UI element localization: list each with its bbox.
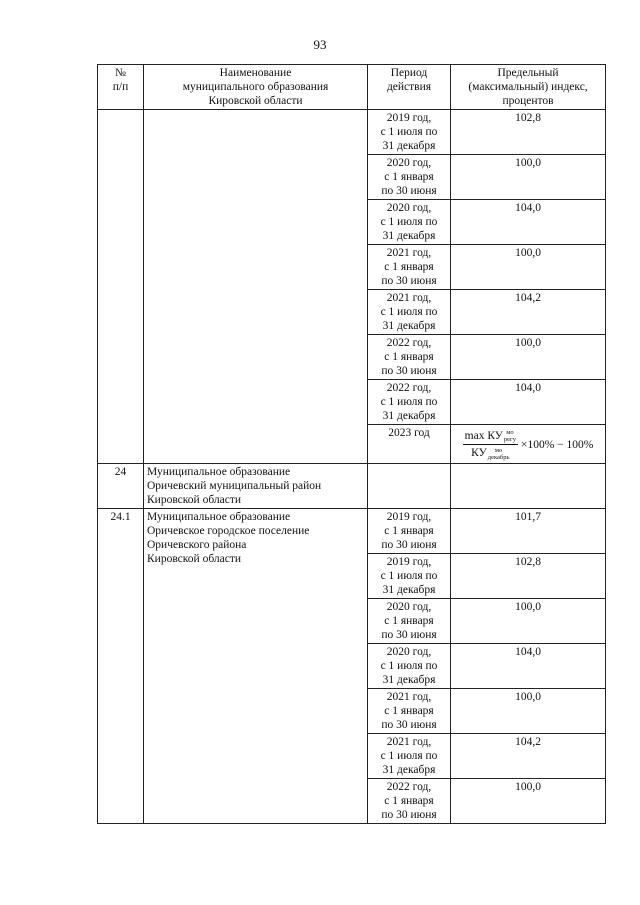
row-number-cell: 24 xyxy=(98,463,144,508)
table-row xyxy=(98,110,606,155)
period-line: с 1 июля по xyxy=(380,396,438,408)
period-cell xyxy=(368,463,451,508)
municipality-name-line: Муниципальное образование xyxy=(147,465,291,478)
period-line: с 1 января xyxy=(384,261,434,273)
row-number-cell xyxy=(98,110,144,464)
formula-num-sub: регу xyxy=(503,436,516,444)
formula-num-scripts xyxy=(504,429,516,443)
period-line: 2020 год, xyxy=(386,600,432,613)
period-line: по 30 июня xyxy=(381,365,437,377)
period-line: 2020 год, xyxy=(386,202,432,214)
index-value-cell: 100,0 xyxy=(451,598,606,643)
period-cell xyxy=(368,553,451,598)
index-value-cell: 102,8 xyxy=(451,110,606,155)
period-line: с 1 января xyxy=(384,524,434,537)
index-value-cell: 102,8 xyxy=(451,553,606,598)
period-line: по 30 июня xyxy=(381,538,437,551)
period-cell xyxy=(368,335,451,380)
period-cell xyxy=(368,110,451,155)
municipality-name-line: Оричевский муниципальный район xyxy=(147,479,322,492)
period-line: 2021 год, xyxy=(386,735,432,748)
period-line: с 1 июля по xyxy=(380,126,438,138)
period-cell xyxy=(368,598,451,643)
index-value-cell: 100,0 xyxy=(451,335,606,380)
index-value-cell: 101,7 xyxy=(451,508,606,553)
tariff-index-table xyxy=(97,64,606,824)
period-line: 2021 год, xyxy=(386,247,432,259)
index-value-cell: 104,2 xyxy=(451,290,606,335)
period-cell xyxy=(368,155,451,200)
index-value-cell: 104,2 xyxy=(451,733,606,778)
municipality-name-line: Оричевское городское поселение xyxy=(147,524,310,537)
index-value-cell: 100,0 xyxy=(451,245,606,290)
formula-fraction xyxy=(463,428,518,462)
period-line: 2020 год, xyxy=(386,645,432,658)
period-line: с 1 января xyxy=(384,794,434,807)
period-line: 2022 год, xyxy=(386,382,432,394)
index-value-cell: 100,0 xyxy=(451,778,606,823)
period-line: 2019 год, xyxy=(386,112,432,124)
municipality-name-line: Оричевского района xyxy=(147,538,247,551)
period-line: с 1 июля по xyxy=(380,569,438,582)
municipality-name-cell xyxy=(144,508,368,823)
period-line: 2019 год, xyxy=(386,510,432,523)
formula-num-main: max КУ xyxy=(464,430,503,442)
index-value-cell: 104,0 xyxy=(451,200,606,245)
index-value-cell: 104,0 xyxy=(451,643,606,688)
municipality-name-line: Муниципальное образование xyxy=(147,510,291,523)
period-line: по 30 июня xyxy=(381,808,437,821)
period-line: с 1 июля по xyxy=(380,306,438,318)
index-value-cell: 100,0 xyxy=(451,155,606,200)
period-cell xyxy=(368,688,451,733)
municipality-name-line: Кировской области xyxy=(147,493,242,506)
formula-tail: ×100% − 100% xyxy=(520,438,594,451)
period-line: с 1 января xyxy=(384,704,434,717)
period-line: 2019 год, xyxy=(386,555,432,568)
header-number: № п/п xyxy=(98,65,144,110)
page-number: 93 xyxy=(313,37,327,52)
formula-denominator xyxy=(469,445,511,461)
period-line: по 30 июня xyxy=(381,718,437,731)
period-line: с 1 июля по xyxy=(380,659,438,672)
index-value-cell xyxy=(451,463,606,508)
formula-den-sub: декабрь xyxy=(487,453,510,461)
period-line: 2020 год, xyxy=(386,157,432,169)
period-line: с 1 июля по xyxy=(380,749,438,762)
formula-den-sup: мо xyxy=(494,446,503,454)
row-number-cell: 24.1 xyxy=(98,508,144,823)
period-line: по 30 июня xyxy=(381,628,437,641)
period-line: с 1 июля по xyxy=(380,216,438,228)
period-cell xyxy=(368,380,451,425)
period-line: 31 декабря xyxy=(382,320,436,332)
table-header-row xyxy=(98,65,606,110)
period-line: 2021 год, xyxy=(386,690,432,703)
period-line: 31 декабря xyxy=(382,583,436,596)
period-line: 2022 год, xyxy=(386,780,432,793)
header-index: Предельный (максимальный) индекс, процентов xyxy=(451,65,606,110)
period-line: по 30 июня xyxy=(381,275,437,287)
period-cell xyxy=(368,733,451,778)
formula-num-sup: мо xyxy=(506,429,514,437)
municipality-name-cell xyxy=(144,110,368,464)
period-line: 2023 год xyxy=(388,427,430,439)
table-row xyxy=(98,463,606,508)
header-period: Период действия xyxy=(368,65,451,110)
formula-numerator xyxy=(463,428,518,445)
period-line: с 1 января xyxy=(384,614,434,627)
period-line: 2022 год, xyxy=(386,337,432,349)
period-line: с 1 января xyxy=(384,351,434,363)
header-name: Наименование муниципального образования Кировской области xyxy=(144,65,368,110)
index-value-cell: 104,0 xyxy=(451,380,606,425)
period-cell xyxy=(368,425,451,464)
period-cell xyxy=(368,200,451,245)
period-cell xyxy=(368,245,451,290)
period-cell xyxy=(368,508,451,553)
period-line: 31 декабря xyxy=(382,763,436,776)
period-line: 31 декабря xyxy=(382,140,436,152)
index-formula-cell xyxy=(451,425,606,464)
formula-den-scripts xyxy=(488,447,510,461)
index-formula xyxy=(463,428,594,462)
period-cell xyxy=(368,290,451,335)
period-line: 31 декабря xyxy=(382,410,436,422)
formula-den-main: КУ xyxy=(471,447,487,460)
period-cell xyxy=(368,778,451,823)
municipality-name-line: Кировской области xyxy=(147,552,242,565)
period-line: с 1 января xyxy=(384,171,434,183)
period-line: 2021 год, xyxy=(386,292,432,304)
period-line: 31 декабря xyxy=(382,673,436,686)
period-line: по 30 июня xyxy=(381,185,437,197)
period-cell xyxy=(368,643,451,688)
municipality-name-cell xyxy=(144,463,368,508)
index-value-cell: 100,0 xyxy=(451,688,606,733)
table-row xyxy=(98,508,606,553)
period-line: 31 декабря xyxy=(382,230,436,242)
